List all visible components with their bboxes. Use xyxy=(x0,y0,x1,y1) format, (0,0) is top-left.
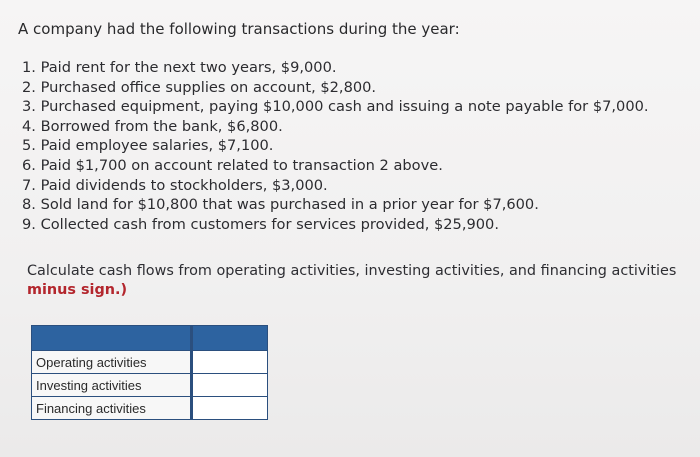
financing-activities-cell[interactable] xyxy=(192,397,268,420)
table-header-cell xyxy=(32,326,192,351)
table-header-cell xyxy=(192,326,268,351)
row-label-operating: Operating activities xyxy=(32,351,192,374)
transaction-item: 3. Purchased equipment, paying $10,000 cash and issuing a note payable for $7,000. xyxy=(22,98,649,116)
question-intro: A company had the following transactions during the year: xyxy=(18,20,460,38)
transaction-item: 6. Paid $1,700 on account related to transaction 2 above. xyxy=(22,156,443,174)
operating-activities-cell[interactable] xyxy=(192,351,268,374)
table-row xyxy=(32,374,268,397)
transaction-item: 5. Paid employee salaries, $7,100. xyxy=(22,137,274,155)
row-label-investing: Investing activities xyxy=(32,374,192,397)
transaction-item: 2. Purchased office supplies on account, $2,800. xyxy=(22,78,377,96)
investing-activities-input[interactable] xyxy=(193,374,267,396)
transaction-item: 8. Sold land for $10,800 that was purchased in a prior year for $7,600. xyxy=(22,196,539,214)
financing-activities-input[interactable] xyxy=(193,397,267,419)
row-label-financing: Financing activities xyxy=(32,397,192,420)
transaction-item: 1. Paid rent for the next two years, $9,000. xyxy=(22,59,337,76)
transaction-list xyxy=(22,58,649,234)
question-note: minus sign.) xyxy=(27,282,128,298)
transaction-item: 4. Borrowed from the bank, $6,800. xyxy=(22,117,283,135)
cash-flow-table xyxy=(31,325,268,420)
question-prompt xyxy=(27,262,676,300)
operating-activities-input[interactable] xyxy=(193,351,267,373)
question-text: Calculate cash flows from operating activities, investing activities, and financing activities xyxy=(27,263,677,279)
investing-activities-cell[interactable] xyxy=(192,374,268,397)
transaction-item: 7. Paid dividends to stockholders, $3,000. xyxy=(22,176,328,194)
table-row xyxy=(32,351,268,374)
transaction-item: 9. Collected cash from customers for services provided, $25,900. xyxy=(22,215,499,233)
table-header-row xyxy=(32,326,268,351)
table-row xyxy=(32,397,268,420)
